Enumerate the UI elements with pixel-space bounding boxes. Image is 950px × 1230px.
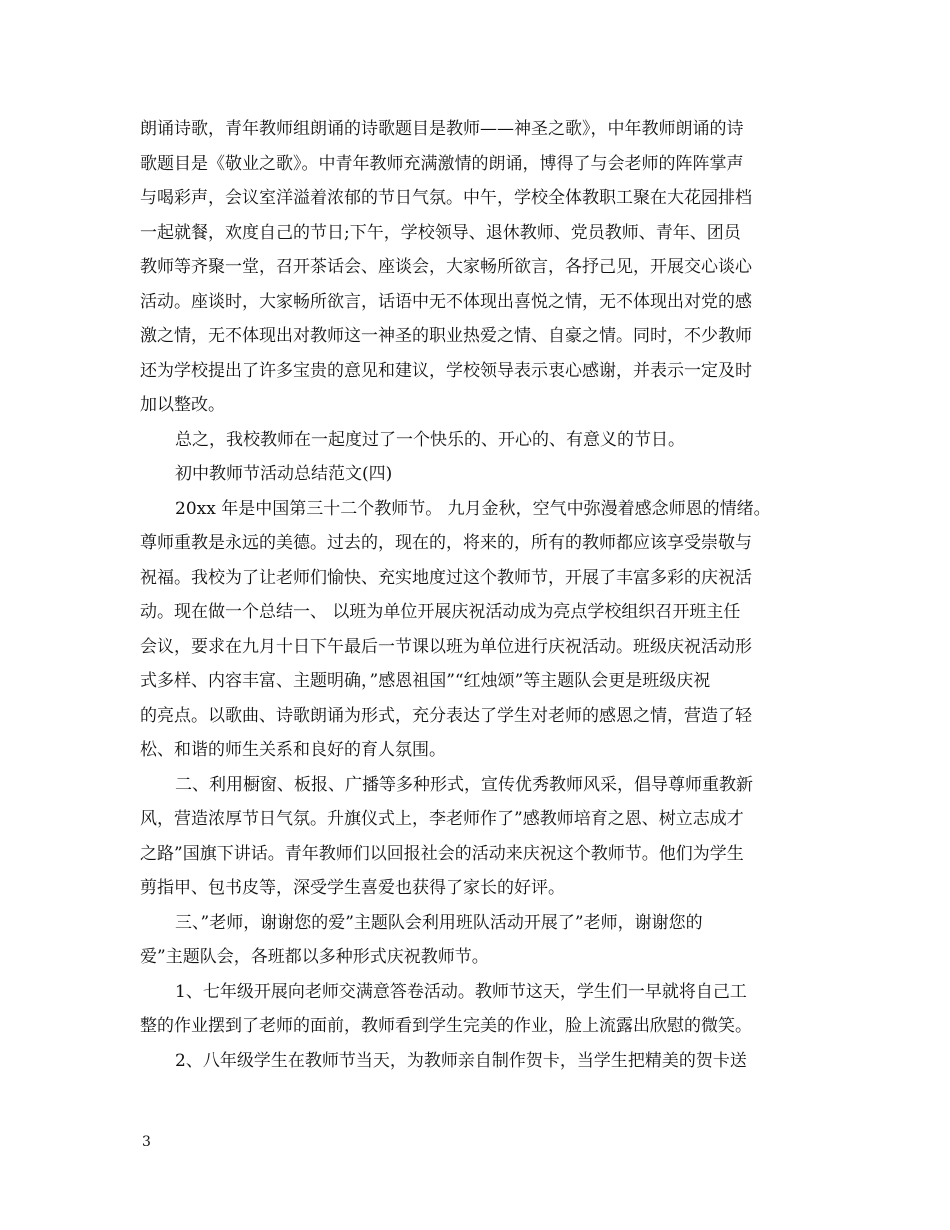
text-line: 二、利用橱窗、板报、广播等多种形式，宣传优秀教师风采，倡导尊师重教新 [175, 774, 753, 795]
text-line: 之路”国旗下讲话。青年教师们以回报社会的活动来庆祝这个教师节。他们为学生 [140, 843, 744, 864]
text-line: 1、七年级开展向老师交满意答卷活动。教师节这天，学生们一早就将自己工 [175, 981, 747, 1002]
text-line: 教师等齐聚一堂，召开茶话会、座谈会，大家畅所欲言，各抒己见，开展交心谈心 [140, 257, 752, 277]
text-line: 激之情，无不体现出对教师这一神圣的职业热爱之情、自豪之情。同时，不少教师 [140, 326, 752, 346]
text-line: 与喝彩声，会议室洋溢着浓郁的节日气氛。中午，学校全体教职工聚在大花园排档 [140, 188, 752, 208]
text-line: 歌题目是《敬业之歌》。中青年教师充满激情的朗诵，博得了与会老师的阵阵掌声 [140, 153, 744, 174]
text-line: 整的作业摆到了老师的面前，教师看到学生完美的作业，脸上流露出欣慰的微笑。 [140, 1016, 752, 1036]
text-line: 会议，要求在九月十日下午最后一节课以班为单位进行庆祝活动。班级庆祝活动形 [140, 636, 752, 657]
text-line: 爱”主题队会，各班都以多种形式庆祝教师节。 [140, 947, 489, 967]
text-line: 三、”老师，谢谢您的爱”主题队会利用班队活动开展了”老师，谢谢您的 [175, 912, 703, 933]
text-line: 剪指甲、包书皮等，深受学生喜爱也获得了家长的好评。 [140, 878, 565, 898]
text-line: 尊师重教是永远的美德。过去的，现在的，将来的，所有的教师都应该享受崇敬与 [140, 533, 752, 553]
text-line: 一起就餐，欢度自己的节日;下午，学校领导、退休教师、党员教师、青年、团员 [140, 222, 741, 243]
text-line: 式多样、内容丰富、主题明确，”感恩祖国”“红烛颂”等主题队会更是班级庆祝 [140, 671, 711, 691]
text-line: 的亮点。以歌曲、诗歌朗诵为形式，充分表达了学生对老师的感恩之情，营造了轻 [140, 705, 752, 726]
text-line: 活动。座谈时，大家畅所欲言，话语中无不体现出喜悦之情，无不体现出对党的感 [140, 291, 752, 312]
text-line: 朗诵诗歌，青年教师组朗诵的诗歌题目是教师——神圣之歌》，中年教师朗诵的诗 [140, 119, 744, 139]
text-line: 总之，我校教师在一起度过了一个快乐的、开心的、有意义的节日。 [175, 429, 685, 450]
text-line: 松、和谐的师生关系和良好的育人氛围。 [140, 740, 446, 760]
body-text [140, 112, 840, 1078]
text-line: 还为学校提出了许多宝贵的意见和建议，学校领导表示衷心感谢，并表示一定及时 [140, 360, 752, 381]
text-line: 2、八年级学生在教师节当天，为教师亲自制作贺卡，当学生把精美的贺卡送 [175, 1050, 747, 1071]
text-line: 风，营造浓厚节日气氛。升旗仪式上，李老师作了”感教师培育之恩、树立志成才 [140, 809, 744, 829]
text-line: 动。现在做一个总结一、 以班为单位开展庆祝活动成为亮点学校组织召开班主任 [140, 602, 741, 622]
section-heading: 初中教师节活动总结范文(四) [175, 464, 393, 484]
page-number: 3 [142, 1134, 151, 1150]
text-line: 加以整改。 [140, 395, 225, 415]
text-line: 祝福。我校为了让老师们愉快、充实地度过这个教师节，开展了丰富多彩的庆祝活 [140, 567, 752, 588]
text-line: 20xx 年是中国第三十二个教师节。 九月金秋，空气中弥漫着感念师恩的情绪。 [175, 498, 771, 519]
